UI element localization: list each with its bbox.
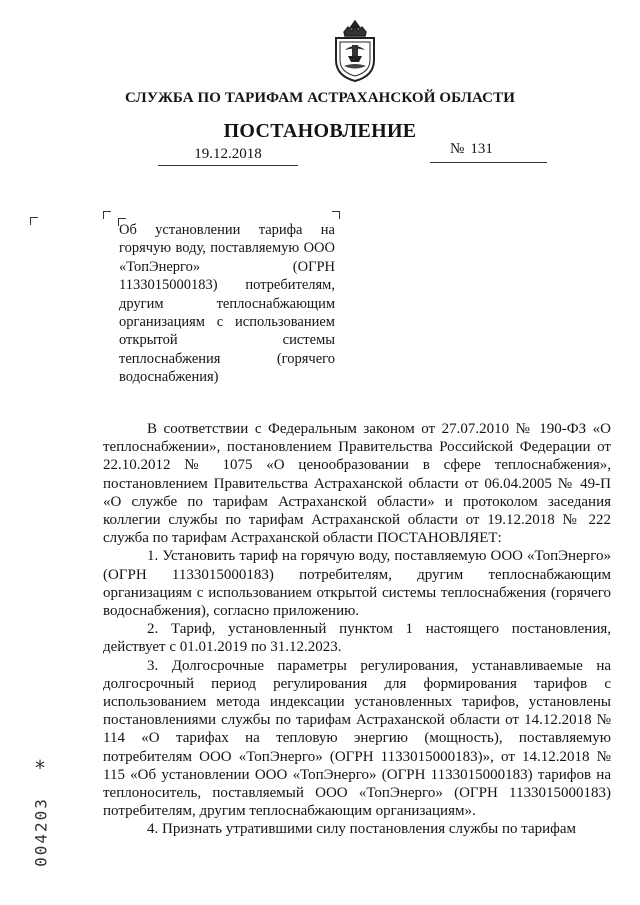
document-number [450,141,499,158]
document-date: 19.12.2018 [194,146,262,162]
agency-name: СЛУЖБА ПО ТАРИФАМ АСТРАХАНСКОЙ ОБЛАСТИ [125,90,515,106]
registration-stamp [30,756,52,867]
subject-bracket-outer-left [103,211,111,219]
stamp-number: 004203 [31,797,51,867]
number-value: 131 [470,141,493,157]
stamp-asterisk: * [33,756,49,780]
subject-block: Об установлении тарифа на горячую воду, поставляемую ООО «ТопЭнерго» (ОГРН 1133015000183) потребителям, другим теплоснабжающим организациям с использованием открытой системы теплоснабжения (горячего водоснабжения) [119,222,335,386]
coat-of-arms-emblem [332,18,378,84]
item-4-paragraph: 4. Признать утратившими силу постановления службы по тарифам [147,821,577,838]
item-2-paragraph: 2. Тариф, установленный пунктом 1 настоящего постановления, действует с 01.01.2019 по 31.12.2023. [103,621,611,656]
margin-corner-mark [30,217,38,225]
preamble-paragraph: В соответствии с Федеральным законом от 27.07.2010 № 190-ФЗ «О теплоснабжении», постановлением Правительства Российской Федерации от 22.10.2012 № 1075 «О ценообразовании в сфере теплоснабжения», постановлением Правительства Астраханской области от 06.04.2005 № 49-П «О службе по тарифам Астраханской области» и протоколом заседания коллегии службы по тарифам Астраханской области от 19.12.2018 № 222 служба по тарифам Астраханской области ПОСТАНОВЛЯЕТ: [103,421,611,547]
number-sign: № [450,141,465,157]
item-3-paragraph: 3. Долгосрочные параметры регулирования, устанавливаемые на долгосрочный период регулирования для формирования тарифов с использованием метода индексации установленных тарифов, установлены постановлениями службы по тарифам Астраханской области от 14.12.2018 № 114 «О тарифах на тепловую энергию (мощность), поставляемую потребителям ООО «ТопЭнерго» (ОГРН 1133015000183)», от 14.12.2018 № 115 «Об установлении ООО «ТопЭнерго» (ОГРН 1133015000183) тарифов на теплоноситель, поставляемый ООО «ТопЭнерго» (ОГРН 1133015000183) потребителям, другим теплоснабжающим организациям». [103,657,611,820]
date-underline [158,165,298,166]
number-underline [430,162,547,163]
document-type-title: ПОСТАНОВЛЕНИЕ [223,120,417,142]
item-1-paragraph: 1. Установить тариф на горячую воду, поставляемую ООО «ТопЭнерго» (ОГРН 1133015000183) потребителям, другим теплоснабжающим организациям с использованием открытой системы теплоснабжения (горячего водоснабжения), согласно приложению. [103,548,611,620]
subject-bracket-right [332,211,340,219]
body-text [103,420,611,839]
